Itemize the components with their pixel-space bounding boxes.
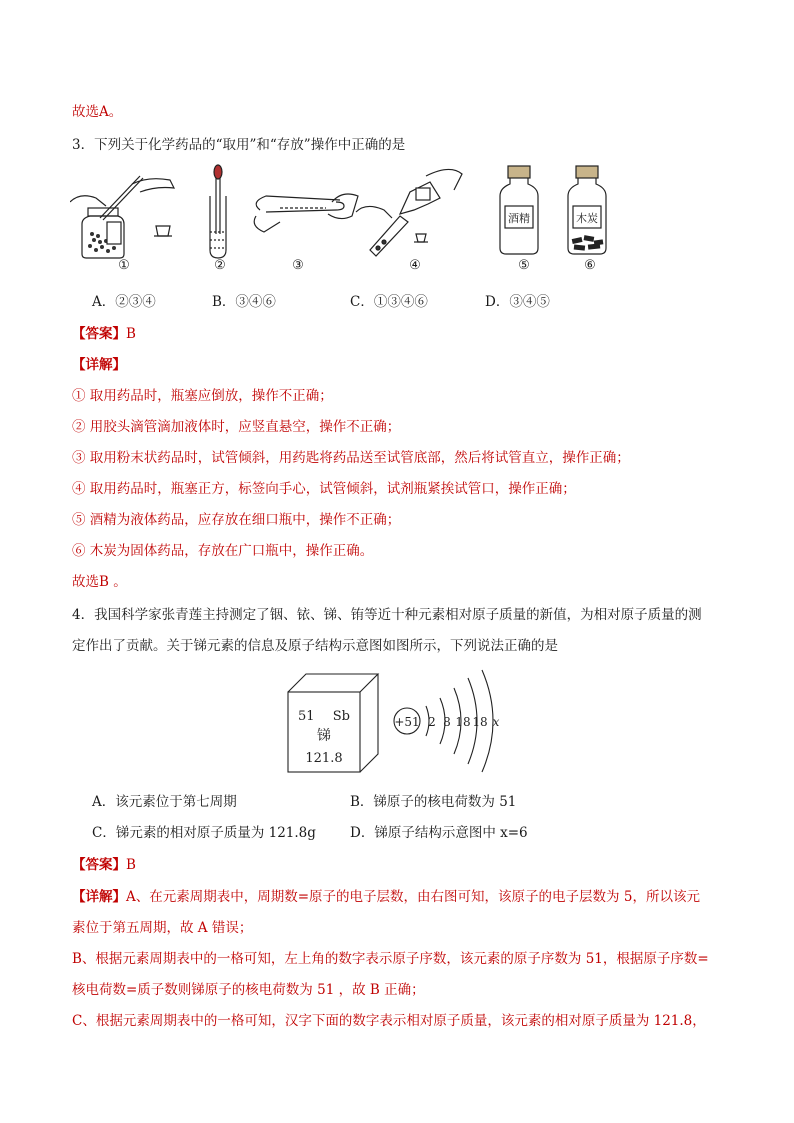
q3-detail-6: ⑥ 木炭为固体药品，存放在广口瓶中，操作正确。: [72, 543, 374, 559]
q4-stem-line-2: 定作出了贡献。关于锑元素的信息及原子结构示意图如图所示，下列说法正确的是: [72, 638, 558, 654]
figure-5-bottle: [500, 166, 538, 254]
figure-3-tube-trough: [254, 194, 358, 232]
atom-nucleus: +51: [394, 715, 420, 729]
q3-detail-1: ① 取用药品时，瓶塞应倒放，操作不正确；: [72, 388, 333, 404]
answer-tag: 【答案】: [72, 857, 126, 873]
bottle-6-label: 木炭: [576, 212, 598, 225]
answer-tag: 【答案】: [72, 326, 126, 342]
detail-text: A、在元素周期表中，周期数=原子的电子层数，由右图可知，该原子的电子层数为 5，所以该元: [126, 889, 700, 905]
detail-tag: 【详解】: [72, 889, 126, 905]
q4-detail-line-3: B、根据元素周期表中的一格可知，左上角的数字表示原子序数，该元素的原子序数为 51，根据原子序数=: [72, 951, 709, 967]
element-name: 锑: [317, 728, 331, 744]
figure-2-dropper: [210, 165, 226, 258]
figure-6-bottle: [568, 166, 606, 254]
q3-detail-tag: 【详解】: [72, 357, 126, 373]
figure-label-1: ①: [118, 258, 130, 273]
q4-answer: [72, 853, 136, 873]
element-cell: [288, 674, 378, 772]
q3-stem: 3．下列关于化学药品的“取用”和“存放”操作中正确的是: [72, 137, 406, 153]
q4-detail-line-4: 核电荷数=质子数则锑原子的核电荷数为 51 ，故 B 正确；: [72, 982, 425, 998]
q3-detail-4: ④ 取用药品时，瓶塞正方，标签向手心，试管倾斜，试剂瓶紧挨试管口，操作正确；: [72, 481, 576, 497]
q3-answer: [72, 322, 136, 342]
q3-detail-5: ⑤ 酒精为液体药品，应存放在细口瓶中，操作不正确；: [72, 512, 401, 528]
q4-option-a: A．该元素位于第七周期: [92, 794, 237, 810]
element-symbol: Sb: [332, 709, 350, 724]
q4-option-b: B．锑原子的核电荷数为 51: [350, 794, 517, 810]
bottle-5-label: 酒精: [508, 212, 530, 225]
q4-stem-line-1: 4．我国科学家张青莲主持测定了铟、铱、锑、铕等近十种元素相对原子质量的新值，为相对原子质量的测: [72, 607, 702, 623]
q4-detail-line-5: C、根据元素周期表中的一格可知，汉字下面的数字表示相对原子质量，该元素的相对原子质量为 121.8，: [72, 1013, 706, 1029]
figure-label-3: ③: [292, 258, 304, 273]
answer-value: B: [126, 857, 136, 873]
figure-1-bottle-spoon: [70, 176, 174, 258]
q3-conclusion: 故选B 。: [72, 574, 127, 590]
q3-figure: [70, 162, 630, 262]
q3-option-d: D．③④⑤: [485, 294, 550, 310]
q4-detail-line-2: 素位于第五周期，故 A 错误；: [72, 920, 253, 936]
figure-label-5: ⑤: [518, 258, 530, 273]
q4-figure: [280, 668, 520, 778]
atom-structure: [394, 670, 500, 772]
q3-option-a: A．②③④: [92, 294, 156, 310]
q2-conclusion: 故选A。: [72, 104, 123, 120]
q4-detail-line-1: [72, 885, 700, 905]
shell-5: x: [492, 715, 500, 729]
shell-3: 18: [455, 715, 471, 729]
figure-label-2: ②: [214, 258, 226, 273]
q3-option-b: B．③④⑥: [212, 294, 276, 310]
shell-1: 2: [428, 715, 436, 729]
answer-value: B: [126, 326, 136, 342]
figure-4-pouring: [356, 169, 462, 256]
shell-4: 18: [472, 715, 488, 729]
figure-label-4: ④: [409, 258, 421, 273]
figure-label-6: ⑥: [584, 258, 596, 273]
element-mass: 121.8: [305, 751, 343, 766]
q3-option-c: C．①③④⑥: [350, 294, 428, 310]
q4-option-c: C．锑元素的相对原子质量为 121.8g: [92, 825, 316, 841]
q4-option-d: D．锑原子结构示意图中 x=6: [350, 825, 528, 841]
q3-detail-3: ③ 取用粉末状药品时，试管倾斜，用药匙将药品送至试管底部，然后将试管直立，操作正确；: [72, 450, 630, 466]
element-number: 51: [298, 709, 315, 724]
shell-2: 8: [443, 715, 451, 729]
q3-detail-2: ② 用胶头滴管滴加液体时，应竖直悬空，操作不正确；: [72, 419, 401, 435]
